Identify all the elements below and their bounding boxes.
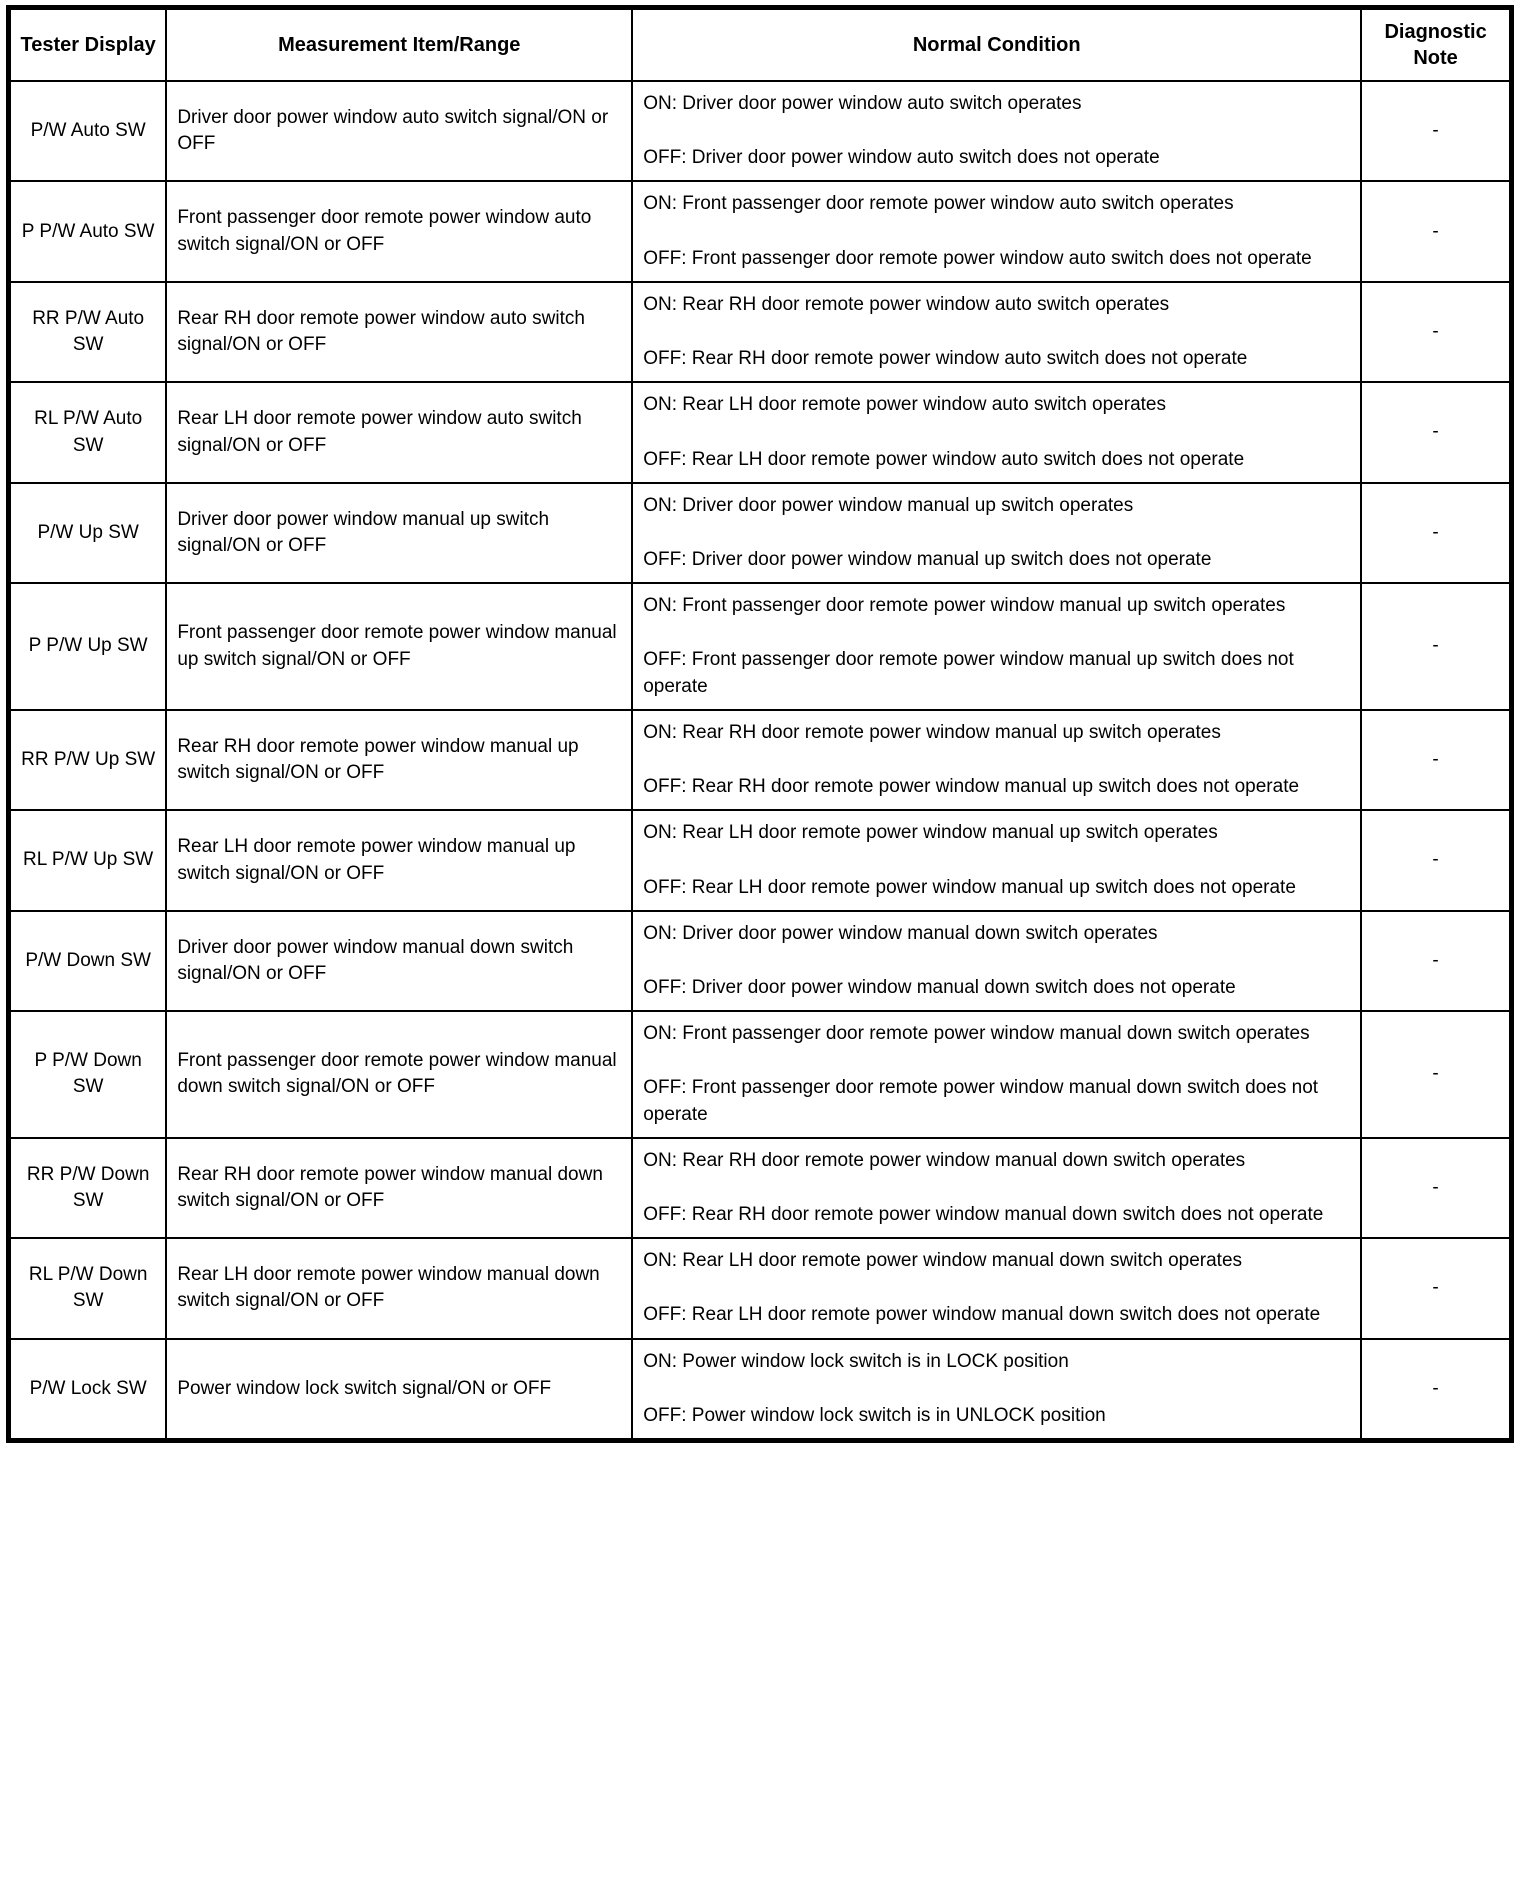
condition-off-text: OFF: Front passenger door remote power window manual down switch does not operate xyxy=(643,1077,1319,1125)
diagnostic-note-cell: - xyxy=(1361,911,1511,1011)
normal-condition-cell xyxy=(632,1339,1361,1441)
diagnostic-note-cell: - xyxy=(1361,1011,1511,1138)
condition-on-text: ON: Front passenger door remote power window manual up switch operates xyxy=(643,595,1286,617)
measurement-item-range-cell: Rear LH door remote power window auto switch signal/ON or OFF xyxy=(166,382,632,482)
condition-on-text: ON: Driver door power window auto switch operates xyxy=(643,93,1082,114)
table-row xyxy=(9,911,1512,1011)
tester-display-cell: P P/W Auto SW xyxy=(9,181,167,281)
tester-display-cell: P P/W Up SW xyxy=(9,583,167,710)
diagnostic-note-cell: - xyxy=(1361,583,1511,710)
table-row xyxy=(9,1238,1512,1338)
diagnostic-note-cell: - xyxy=(1361,810,1511,910)
table-row xyxy=(9,1138,1512,1238)
table-row xyxy=(9,282,1512,382)
normal-condition-cell xyxy=(632,911,1361,1011)
table-row xyxy=(9,583,1512,710)
header-measurement-item-range: Measurement Item/Range xyxy=(166,8,632,82)
diagnostic-note-cell: - xyxy=(1361,282,1511,382)
condition-off-text: OFF: Rear RH door remote power window auto switch does not operate xyxy=(643,348,1248,370)
table-header-row xyxy=(9,8,1512,82)
measurement-item-range-cell: Rear RH door remote power window manual up switch signal/ON or OFF xyxy=(166,710,632,810)
condition-off-text: OFF: Rear LH door remote power window manual down switch does not operate xyxy=(643,1304,1321,1326)
normal-condition-cell xyxy=(632,710,1361,810)
normal-condition-cell xyxy=(632,583,1361,710)
condition-on-text: ON: Rear LH door remote power window manual down switch operates xyxy=(643,1250,1243,1272)
tester-display-cell: RR P/W Up SW xyxy=(9,710,167,810)
condition-off-text: OFF: Driver door power window manual up switch does not operate xyxy=(643,548,1212,570)
tester-display-cell: RL P/W Down SW xyxy=(9,1238,167,1338)
normal-condition-cell xyxy=(632,1011,1361,1138)
condition-on-text: ON: Driver door power window manual up switch operates xyxy=(643,494,1134,516)
measurement-item-range-cell: Driver door power window auto switch signal/ON or OFF xyxy=(166,81,632,181)
measurement-item-range-cell: Front passenger door remote power window auto switch signal/ON or OFF xyxy=(166,181,632,281)
tester-display-cell: P/W Auto SW xyxy=(9,81,167,181)
tester-display-cell: P P/W Down SW xyxy=(9,1011,167,1138)
diagnostic-note-cell: - xyxy=(1361,1238,1511,1338)
normal-condition-cell xyxy=(632,282,1361,382)
normal-condition-cell xyxy=(632,181,1361,281)
header-tester-display: Tester Display xyxy=(9,8,167,82)
condition-on-text: ON: Driver door power window manual down switch operates xyxy=(643,922,1158,944)
diagnostic-note-cell: - xyxy=(1361,382,1511,482)
measurement-item-range-cell: Driver door power window manual up switch signal/ON or OFF xyxy=(166,483,632,583)
normal-condition-cell xyxy=(632,1238,1361,1338)
table-head xyxy=(9,8,1512,82)
tester-display-cell: RR P/W Down SW xyxy=(9,1138,167,1238)
diagnostic-note-cell: - xyxy=(1361,81,1511,181)
diagnostic-note-cell: - xyxy=(1361,1138,1511,1238)
condition-off-text: OFF: Front passenger door remote power window auto switch does not operate xyxy=(643,247,1312,269)
diagnostic-note-cell: - xyxy=(1361,483,1511,583)
tester-display-cell: RR P/W Auto SW xyxy=(9,282,167,382)
table-row xyxy=(9,1339,1512,1441)
condition-on-text: ON: Front passenger door remote power window auto switch operates xyxy=(643,193,1234,215)
table-row xyxy=(9,181,1512,281)
header-diagnostic-note: Diagnostic Note xyxy=(1361,8,1511,82)
condition-off-text: OFF: Rear LH door remote power window manual up switch does not operate xyxy=(643,876,1296,898)
diagnostic-data-table xyxy=(6,5,1514,1443)
diagnostic-note-cell: - xyxy=(1361,710,1511,810)
condition-on-text: ON: Rear RH door remote power window manual down switch operates xyxy=(643,1149,1246,1171)
diagnostic-note-cell: - xyxy=(1361,181,1511,281)
tester-display-cell: P/W Lock SW xyxy=(9,1339,167,1441)
tester-display-cell: RL P/W Auto SW xyxy=(9,382,167,482)
condition-on-text: ON: Rear LH door remote power window manual up switch operates xyxy=(643,822,1218,844)
table-row xyxy=(9,382,1512,482)
measurement-item-range-cell: Front passenger door remote power window manual up switch signal/ON or OFF xyxy=(166,583,632,710)
table-row xyxy=(9,710,1512,810)
condition-off-text: OFF: Rear LH door remote power window auto switch does not operate xyxy=(643,448,1245,470)
measurement-item-range-cell: Rear RH door remote power window manual down switch signal/ON or OFF xyxy=(166,1138,632,1238)
diagnostic-note-cell: - xyxy=(1361,1339,1511,1441)
measurement-item-range-cell: Rear LH door remote power window manual down switch signal/ON or OFF xyxy=(166,1238,632,1338)
condition-on-text: ON: Rear RH door remote power window auto switch operates xyxy=(643,293,1170,315)
measurement-item-range-cell: Front passenger door remote power window manual down switch signal/ON or OFF xyxy=(166,1011,632,1138)
condition-on-text: ON: Rear RH door remote power window manual up switch operates xyxy=(643,721,1221,743)
table-row xyxy=(9,81,1512,181)
condition-on-text: ON: Rear LH door remote power window auto switch operates xyxy=(643,394,1166,416)
header-normal-condition: Normal Condition xyxy=(632,8,1361,82)
condition-off-text: OFF: Driver door power window auto switch does not operate xyxy=(643,147,1160,169)
normal-condition-cell xyxy=(632,810,1361,910)
table-body xyxy=(9,81,1512,1441)
normal-condition-cell xyxy=(632,382,1361,482)
measurement-item-range-cell: Rear RH door remote power window auto switch signal/ON or OFF xyxy=(166,282,632,382)
normal-condition-cell xyxy=(632,81,1361,181)
table-row xyxy=(9,1011,1512,1138)
tester-display-cell: P/W Down SW xyxy=(9,911,167,1011)
normal-condition-cell xyxy=(632,1138,1361,1238)
condition-off-text: OFF: Power window lock switch is in UNLOCK position xyxy=(643,1404,1106,1426)
condition-off-text: OFF: Front passenger door remote power window manual up switch does not operate xyxy=(643,649,1294,697)
condition-on-text: ON: Power window lock switch is in LOCK position xyxy=(643,1350,1069,1372)
table-row xyxy=(9,810,1512,910)
tester-display-cell: P/W Up SW xyxy=(9,483,167,583)
normal-condition-cell xyxy=(632,483,1361,583)
table-row xyxy=(9,483,1512,583)
condition-off-text: OFF: Rear RH door remote power window manual down switch does not operate xyxy=(643,1204,1324,1226)
condition-off-text: OFF: Driver door power window manual down switch does not operate xyxy=(643,976,1236,998)
condition-on-text: ON: Front passenger door remote power window manual down switch operates xyxy=(643,1023,1310,1045)
condition-off-text: OFF: Rear RH door remote power window manual up switch does not operate xyxy=(643,776,1300,798)
measurement-item-range-cell: Power window lock switch signal/ON or OFF xyxy=(166,1339,632,1441)
measurement-item-range-cell: Driver door power window manual down switch signal/ON or OFF xyxy=(166,911,632,1011)
tester-display-cell: RL P/W Up SW xyxy=(9,810,167,910)
measurement-item-range-cell: Rear LH door remote power window manual up switch signal/ON or OFF xyxy=(166,810,632,910)
